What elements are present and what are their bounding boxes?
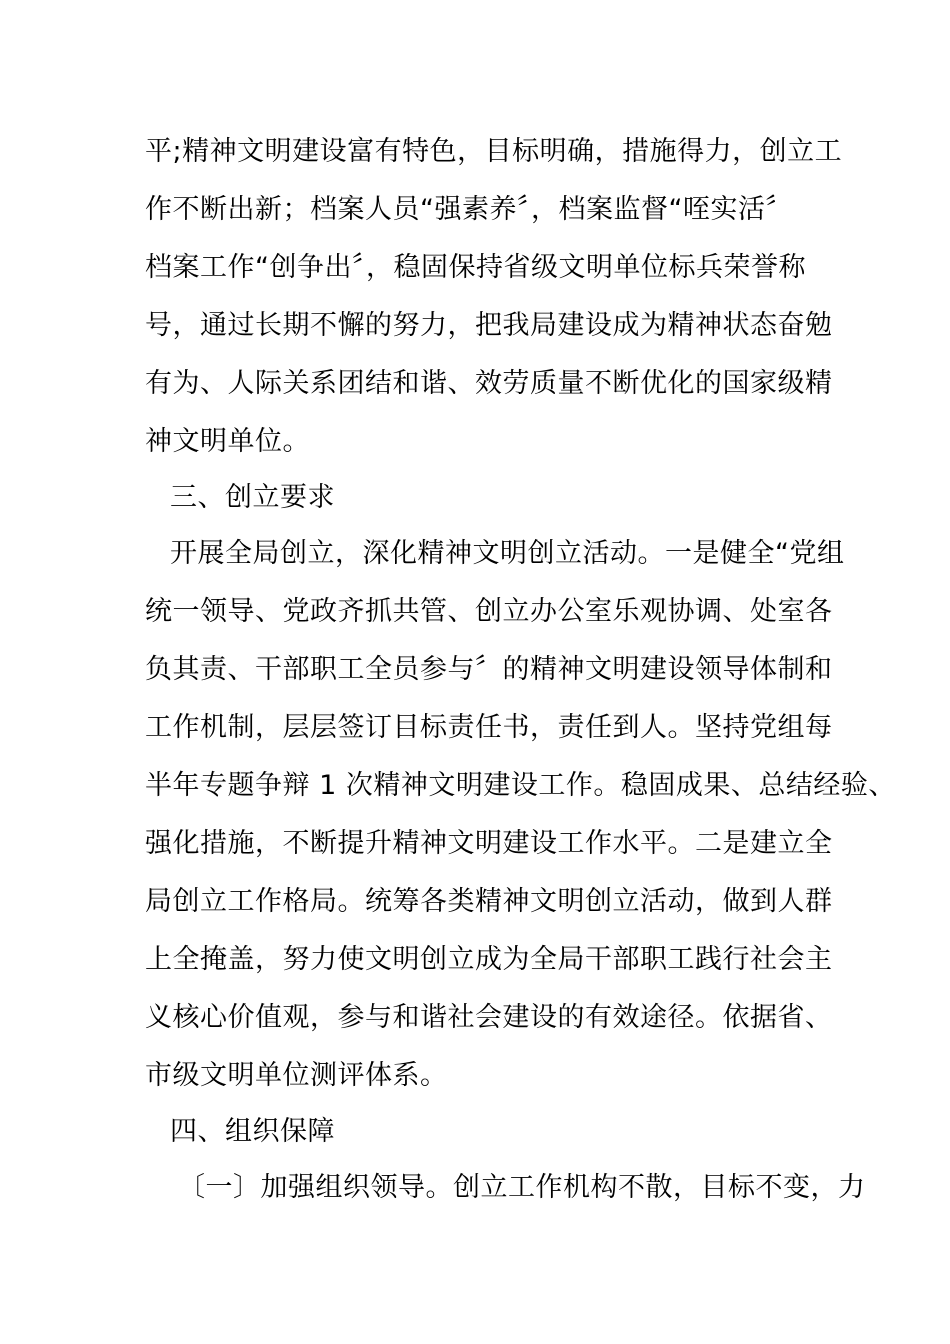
paragraph-line: 市级文明单位测评体系。 <box>145 1060 448 1091</box>
paragraph-line: 上全掩盖，努力使文明创立成为全局干部职工践行社会主 <box>145 944 833 975</box>
paragraph-line: 平;精神文明建设富有特色，目标明确，措施得力，创立工 <box>145 136 843 167</box>
paragraph-line: 义核心价值观，参与和谐社会建设的有效途径。依据省、 <box>145 1002 833 1033</box>
paragraph-line: 号，通过长期不懈的努力，把我局建设成为精神状态奋勉 <box>145 310 833 341</box>
section-heading: 四、组织保障 <box>170 1116 335 1147</box>
paragraph-line: 〔一〕加强组织领导。创立工作机构不散，目标不变，力 <box>178 1172 866 1203</box>
paragraph-line: 开展全局创立，深化精神文明创立活动。一是健全“党组 <box>170 538 845 569</box>
paragraph-line: 神文明单位。 <box>145 426 310 457</box>
paragraph-line: 局创立工作格局。统筹各类精神文明创立活动，做到人群 <box>145 886 833 917</box>
paragraph-line: 作不断出新；档案人员“强素养〞，档案监督“咥实活〞 <box>145 194 793 225</box>
paragraph-line: 统一领导、党政齐抓共管、创立办公室乐观协调、处室各 <box>145 596 833 627</box>
paragraph-line: 负其责、干部职工全员参与〞的精神文明建设领导体制和 <box>145 654 833 685</box>
paragraph-line: 强化措施，不断提升精神文明建设工作水平。二是建立全 <box>145 828 833 859</box>
paragraph-line: 档案工作“创争出〞，稳固保持省级文明单位标兵荣誉称 <box>145 252 806 283</box>
section-heading: 三、创立要求 <box>170 482 335 513</box>
paragraph-line: 半年专题争辩 1 次精神文明建设工作。稳固成果、总结经验、 <box>145 770 896 801</box>
paragraph-line: 有为、人际关系团结和谐、效劳质量不断优化的国家级精 <box>145 368 833 399</box>
paragraph-line: 工作机制，层层签订目标责任书，责任到人。坚持党组每 <box>145 712 833 743</box>
